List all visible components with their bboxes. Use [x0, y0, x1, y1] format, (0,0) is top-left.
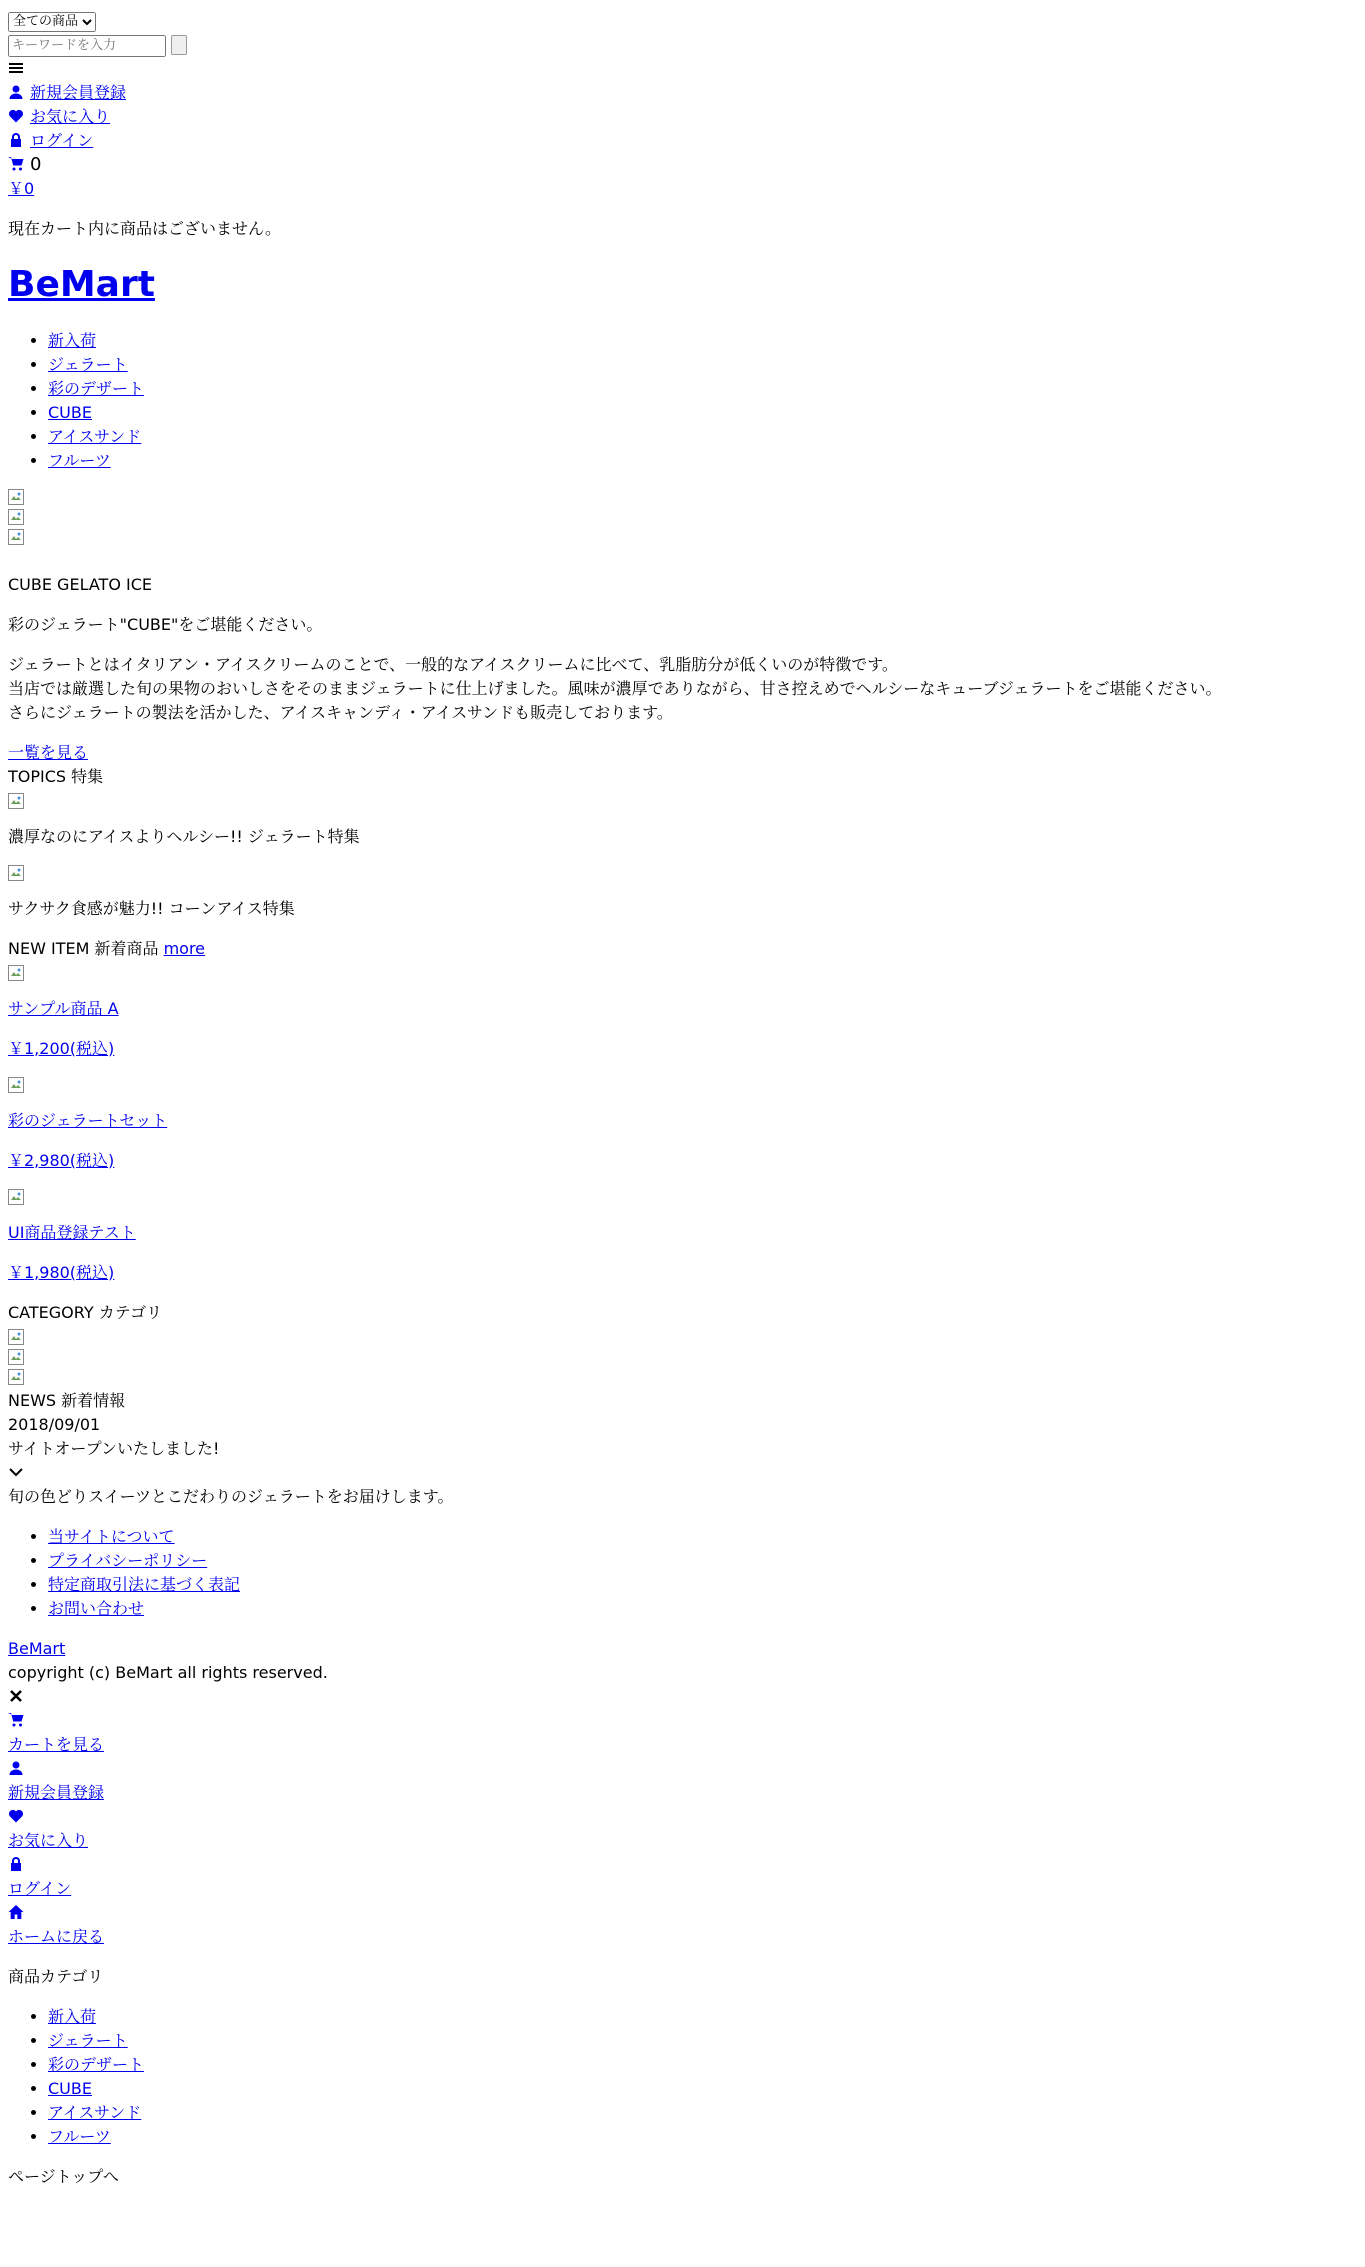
drawer-category-heading: 商品カテゴリ — [8, 1966, 104, 1986]
search-form — [8, 8, 1357, 57]
search-input[interactable] — [8, 35, 166, 57]
drawer-category-item — [48, 2101, 1357, 2125]
bars-icon — [8, 60, 24, 76]
heart-icon — [8, 1808, 24, 1824]
footer-link-privacy[interactable]: プライバシーポリシー — [48, 1550, 208, 1570]
heart-icon — [8, 108, 24, 124]
cart-icon — [8, 156, 24, 172]
favorites-label: お気に入り — [30, 106, 111, 126]
chevron-down-icon — [8, 1464, 24, 1480]
about-lead: 彩のジェラート"CUBE"をご堪能ください。 — [8, 614, 323, 634]
user-icon — [8, 1760, 24, 1776]
about-body — [8, 653, 1357, 725]
cart-toggle[interactable] — [8, 153, 1357, 177]
news-title[interactable]: サイトオープンいたしました! — [8, 1438, 220, 1458]
drawer-cat-gelato[interactable]: ジェラート — [48, 2030, 128, 2050]
main-nav — [8, 329, 1357, 473]
footer-link-tokusho[interactable]: 特定商取引法に基づく表記 — [48, 1574, 241, 1594]
footer-link-item — [48, 1525, 1357, 1549]
register-link[interactable] — [8, 83, 126, 102]
nav-item — [48, 377, 1357, 401]
drawer-cat-cube[interactable]: CUBE — [48, 2078, 92, 2098]
product-price-link[interactable]: ￥1,980(税込) — [8, 1262, 115, 1282]
footer-link-item — [48, 1549, 1357, 1573]
broken-image-icon[interactable] — [8, 1349, 24, 1365]
login-label: ログイン — [30, 130, 94, 150]
drawer-cat-icesand[interactable]: アイスサンド — [48, 2102, 142, 2122]
about-line: 当店では厳選した旬の果物のおいしさをそのままジェラートに仕上げました。風味が濃厚でありながら、甘さ控えめでヘルシーなキューブジェラートをご堪能ください。 — [8, 678, 1222, 698]
footer-link-about[interactable]: 当サイトについて — [48, 1526, 175, 1546]
category-heading: CATEGORY カテゴリ — [8, 1302, 163, 1322]
drawer-category-item — [48, 2053, 1357, 2077]
drawer-category-item — [48, 2077, 1357, 2101]
drawer-category-item — [48, 2029, 1357, 2053]
drawer-cat-dessert[interactable]: 彩のデザート — [48, 2054, 145, 2074]
drawer-login-link[interactable]: ログイン — [8, 1878, 72, 1898]
nav-link-fruits[interactable]: フルーツ — [48, 450, 111, 470]
drawer-category-item — [48, 2005, 1357, 2029]
product-name-link[interactable]: UI商品登録テスト — [8, 1222, 136, 1242]
drawer-cat-fruits[interactable]: フルーツ — [48, 2126, 111, 2146]
cart-icon — [8, 1712, 24, 1728]
nav-link-new[interactable]: 新入荷 — [48, 330, 97, 350]
copyright: copyright (c) BeMart all rights reserved. — [8, 1662, 328, 1682]
nav-link-gelato[interactable]: ジェラート — [48, 354, 128, 374]
footer-link-contact[interactable]: お問い合わせ — [48, 1598, 145, 1618]
new-items-title: NEW ITEM 新着商品 — [8, 938, 159, 958]
cart-total-link[interactable]: ￥0 — [8, 178, 35, 198]
footer-link-item — [48, 1597, 1357, 1621]
new-items-heading — [8, 937, 1357, 961]
broken-image-icon[interactable] — [8, 1077, 24, 1093]
search-button[interactable] — [171, 35, 187, 55]
login-link[interactable] — [8, 131, 93, 150]
drawer-register-link[interactable]: 新規会員登録 — [8, 1782, 105, 1802]
nav-item — [48, 425, 1357, 449]
nav-link-icesand[interactable]: アイスサンド — [48, 426, 142, 446]
nav-item — [48, 449, 1357, 473]
drawer-cat-new[interactable]: 新入荷 — [48, 2006, 97, 2026]
page-top-button[interactable]: ページトップへ — [8, 2166, 119, 2186]
about-line: ジェラートとはイタリアン・アイスクリームのことで、一般的なアイスクリームに比べて、乳脂肪分が低くいのが特徴です。 — [8, 654, 898, 674]
about-line: さらにジェラートの製法を活かした、アイスキャンディ・アイスサンドも販売しております。 — [8, 702, 673, 722]
news-expand-toggle[interactable] — [8, 1461, 1357, 1485]
broken-image-icon[interactable] — [8, 1369, 24, 1385]
nav-item — [48, 353, 1357, 377]
favorites-link[interactable] — [8, 107, 110, 126]
hamburger-menu-button[interactable] — [8, 57, 1357, 81]
drawer-favorites-link[interactable]: お気に入り — [8, 1830, 89, 1850]
about-title: CUBE GELATO ICE — [8, 574, 152, 594]
footer-logo-link[interactable]: BeMart — [8, 1638, 66, 1658]
lock-icon — [8, 1856, 24, 1872]
news-heading: NEWS 新着情報 — [8, 1390, 126, 1410]
broken-image-icon — [8, 529, 24, 545]
broken-image-icon[interactable] — [8, 1189, 24, 1205]
broken-image-icon — [8, 489, 24, 505]
site-logo — [8, 263, 1357, 307]
logo-link[interactable]: BeMart — [8, 263, 155, 305]
lock-icon — [8, 132, 24, 148]
cart-empty-message: 現在カート内に商品はございません。 — [8, 218, 281, 238]
close-icon — [8, 1688, 24, 1704]
slider — [8, 489, 1357, 545]
drawer-category-list — [8, 2005, 1357, 2149]
product-price-link[interactable]: ￥1,200(税込) — [8, 1038, 115, 1058]
topic-caption: 濃厚なのにアイスよりヘルシー!! ジェラート特集 — [8, 826, 360, 846]
more-link[interactable]: more — [163, 938, 206, 958]
footer-link-item — [48, 1573, 1357, 1597]
register-label: 新規会員登録 — [30, 82, 127, 102]
drawer-close-button[interactable] — [8, 1685, 1357, 1709]
footer-tagline: 旬の色どりスイーツとこだわりのジェラートをお届けします。 — [8, 1486, 454, 1506]
nav-link-dessert[interactable]: 彩のデザート — [48, 378, 145, 398]
broken-image-icon[interactable] — [8, 1329, 24, 1345]
topic-caption: サクサク食感が魅力!! コーンアイス特集 — [8, 898, 295, 918]
topics-heading: TOPICS 特集 — [8, 766, 104, 786]
product-name-link[interactable]: 彩のジェラートセット — [8, 1110, 168, 1130]
drawer-cart-link[interactable]: カートを見る — [8, 1734, 105, 1754]
home-icon — [8, 1904, 24, 1920]
nav-item — [48, 401, 1357, 425]
user-icon — [8, 84, 24, 100]
broken-image-icon[interactable] — [8, 793, 24, 809]
product-name-link[interactable]: サンプル商品 A — [8, 998, 119, 1018]
nav-link-cube[interactable]: CUBE — [48, 402, 92, 422]
broken-image-icon — [8, 509, 24, 525]
cart-count: 0 — [30, 153, 42, 175]
nav-item — [48, 329, 1357, 353]
product-price-link[interactable]: ￥2,980(税込) — [8, 1150, 115, 1170]
drawer-category-item — [48, 2125, 1357, 2149]
view-list-link[interactable]: 一覧を見る — [8, 742, 89, 762]
broken-image-icon[interactable] — [8, 965, 24, 981]
category-select[interactable] — [8, 12, 96, 32]
broken-image-icon[interactable] — [8, 865, 24, 881]
news-date: 2018/09/01 — [8, 1414, 101, 1434]
drawer-home-link[interactable]: ホームに戻る — [8, 1926, 105, 1946]
footer-links — [8, 1525, 1357, 1621]
